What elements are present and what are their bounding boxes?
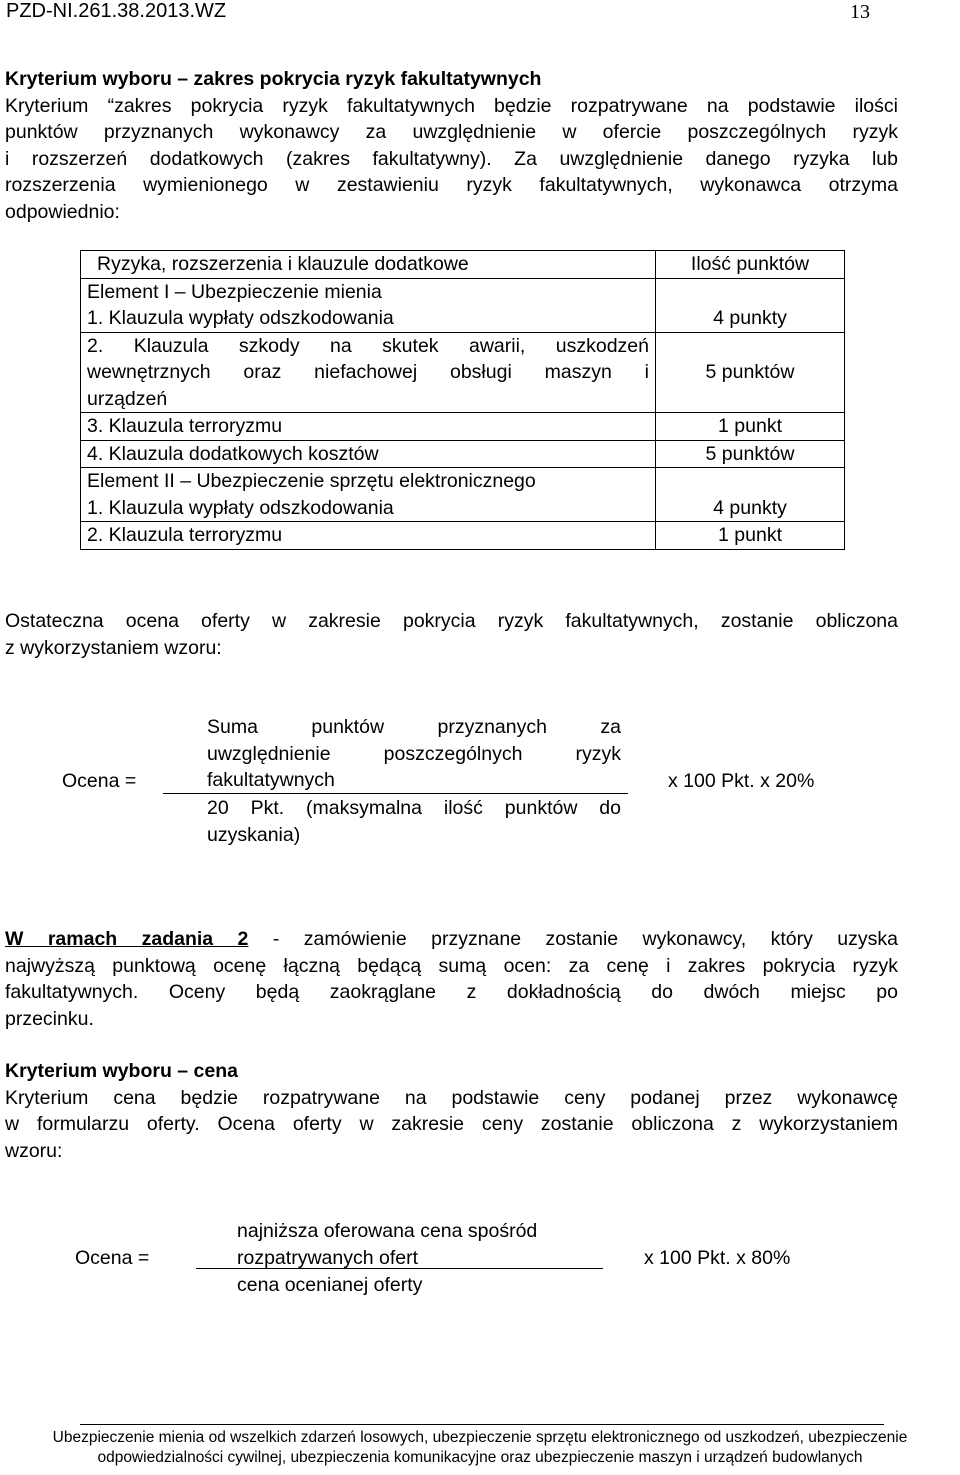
paragraph-line: w formularzu oferty. Ocena oferty w zakresie ceny zostanie obliczona z wykorzystaniem [5,1113,898,1135]
numerator-line: rozpatrywanych ofert [237,1246,418,1269]
risk-label: 1. Klauzula wypłaty odszkodowania [81,495,656,522]
table-header-row [81,251,845,279]
fraction-bar [196,1268,603,1269]
paragraph-line: i rozszerzeń dodatkowych (zakres fakultatywny). Za uwzględnienie danego ryzyka lub [5,147,898,170]
table-row [81,468,845,495]
section-heading: Kryterium wyboru – zakres pokrycia ryzyk fakultatywnych [5,68,542,90]
paragraph-line: rozszerzenia wymienionego w zestawieniu ryzyk fakultatywnych, wykonawca otrzyma [5,174,898,196]
paragraph-line: fakultatywnych. Oceny będą zaokrąglane z dokładnością do dwóch miejsc po [5,981,898,1003]
risk-points: 4 punkty [656,495,845,522]
risk-label: 2. Klauzula terroryzmu [81,522,656,550]
paragraph-line [5,926,898,953]
risk-label-line: 2. Klauzula szkody na skutek awarii, uszkodzeń [87,334,649,357]
paragraph-line: punktów przyznanych wykonawcy za uwzględnienie w ofercie poszczególnych ryzyk [5,121,898,143]
footer-divider [80,1424,884,1425]
numerator-line: fakultatywnych [207,769,335,791]
paragraph-line: najwyższą punktową ocenę łączną będącą sumą ocen: za cenę i zakres pokrycia ryzyk [5,954,898,977]
risk-label: 3. Klauzula terroryzmu [81,413,656,441]
risk-label [81,332,656,413]
formula-numerator [207,714,621,794]
numerator-line: uwzględnienie poszczególnych ryzyk [207,742,621,765]
risk-points: 1 punkt [656,413,845,441]
denominator-line: uzyskania) [207,823,301,846]
risk-label: 4. Klauzula dodatkowych kosztów [81,440,656,468]
page-footer [0,1428,960,1468]
column-header-risks: Ryzyka, rozszerzenia i klauzule dodatkowe [81,251,656,279]
paragraph-line: Kryterium “zakres pokrycia ryzyk fakultatywnych będzie rozpatrywane na podstawie ilości [5,94,898,117]
document-code: PZD-NI.261.38.2013.WZ [6,0,227,22]
task-title: W ramach zadania 2 [5,928,249,950]
table-row [81,413,845,441]
paragraph-line: Ostateczna ocena oferty w zakresie pokrycia ryzyk fakultatywnych, zostanie obliczona [5,610,898,632]
task-2-paragraph [5,926,898,1032]
table-row [81,305,845,332]
risk-label: 1. Klauzula wypłaty odszkodowania [81,305,656,332]
empty-cell [656,278,845,305]
final-evaluation-paragraph [5,608,898,661]
task-text: - zamówienie przyznane zostanie wykonawcy, który uzyska [248,928,898,950]
footer-line: Ubezpieczenie mienia od wszelkich zdarzeń losowych, ubezpieczenie sprzętu elektronicznego od uszkodzeń, ubezpieczenie [52,1429,908,1446]
numerator-line: najniższa oferowana cena spośród [237,1220,538,1242]
page-number: 13 [850,1,870,23]
risk-points: 1 punkt [656,522,845,550]
risk-points: 4 punkty [656,305,845,332]
table-row [81,440,845,468]
paragraph-line: z wykorzystaniem wzoru: [5,636,222,659]
formula-multiplier: x 100 Pkt. x 80% [644,1247,791,1269]
formula-denominator [207,795,621,848]
section-risk-coverage [5,66,898,225]
formula-multiplier: x 100 Pkt. x 20% [668,770,815,792]
points-table [80,250,845,550]
element-heading: Element II – Ubezpieczenie sprzętu elektronicznego [81,468,656,495]
risk-label-line: wewnętrznych oraz niefachowej obsługi maszyn i [87,361,649,383]
table-row [81,495,845,522]
table-row [81,522,845,550]
risk-points: 5 punktów [656,440,845,468]
table-row [81,278,845,305]
paragraph-line: przecinku. [5,1007,94,1030]
paragraph-line: wzoru: [5,1139,63,1162]
formula-label: Ocena = [62,770,137,792]
section-price [5,1058,898,1164]
element-heading: Element I – Ubezpieczenie mienia [81,278,656,305]
empty-cell [656,468,845,495]
risk-label-line: urządzeń [87,387,168,410]
risk-points: 5 punktów [656,332,845,413]
formula-numerator [237,1218,537,1271]
paragraph-line: Kryterium cena będzie rozpatrywane na podstawie ceny podanej przez wykonawcę [5,1086,898,1109]
formula-denominator: cena ocenianej oferty [237,1274,423,1296]
footer-line: odpowiedzialności cywilnej, ubezpieczenia komunikacyjne oraz ubezpieczenie maszyn i urządzeń budowlanych [97,1449,863,1466]
denominator-line: 20 Pkt. (maksymalna ilość punktów do [207,797,621,819]
paragraph-line: odpowiednio: [5,200,120,223]
column-header-points: Ilość punktów [656,251,845,279]
numerator-line: Suma punktów przyznanych za [207,716,621,738]
fraction-bar [163,793,628,794]
section-heading: Kryterium wyboru – cena [5,1060,238,1082]
formula-label: Ocena = [75,1247,150,1269]
table-row [81,332,845,413]
